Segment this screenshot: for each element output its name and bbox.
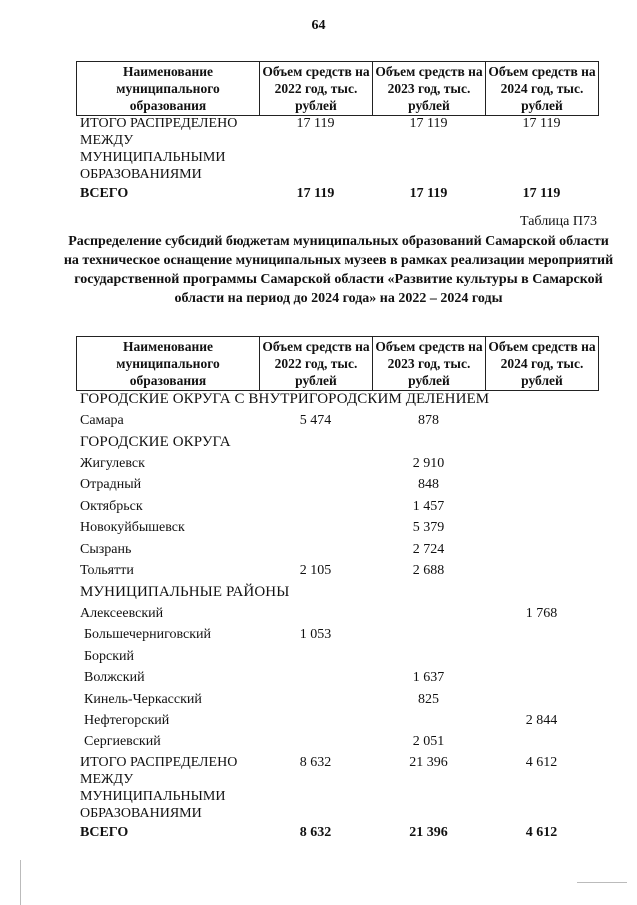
table1-header [76,61,599,116]
table-row [80,453,598,474]
row-name: Октябрьск [80,499,143,514]
table-row [80,474,598,495]
row-name: Жигулевск [80,456,145,471]
row-name: Самара [80,413,124,428]
row-2023: 2 724 [412,542,445,557]
row-name: Тольятти [80,563,134,578]
page-number: 64 [311,18,326,33]
table2-header [76,336,599,391]
table2-grand-2022: 8 632 [299,825,332,840]
row-2023: 5 379 [412,520,445,535]
row-2023: 878 [418,413,439,428]
table-row [80,560,598,581]
table-row [80,410,598,431]
scan-margin-line [20,860,21,905]
table1-grand-2024: 17 119 [522,186,561,201]
header-2022: Объем средств на 2022 год, тыс. рублей [260,62,373,116]
section-label: МУНИЦИПАЛЬНЫЕ РАЙОНЫ [80,584,290,600]
table2-caption: Таблица П73 [520,214,597,229]
row-name: Борский [84,649,135,664]
row-name: Отрадный [80,477,142,492]
scan-corner-line [577,882,627,883]
section-label: ГОРОДСКИЕ ОКРУГА [80,434,231,450]
row-2023: 2 688 [412,563,445,578]
table1-grand-2023: 17 119 [409,186,448,201]
table-row [80,731,598,752]
table-row [80,603,598,624]
table-row [80,496,598,517]
header-2023: Объем средств на 2023 год, тыс. рублей [373,62,486,116]
row-name: Сызрань [80,542,132,557]
row-2024: 1 768 [525,606,558,621]
row-name: Новокуйбышевск [80,520,185,535]
header-name: Наименование муниципального образования [77,337,260,391]
table2-grand-row [80,822,598,843]
row-2022: 1 053 [299,627,332,642]
header-2023: Объем средств на 2023 год, тыс. рублей [373,337,486,391]
table2-total-2022: 8 632 [299,755,332,770]
row-2023: 825 [418,692,439,707]
table1-grand-row [80,183,598,204]
table1-total-2022: 17 119 [296,116,335,131]
row-2023: 2 051 [412,734,445,749]
row-2023: 2 910 [412,456,445,471]
row-2022: 5 474 [299,413,332,428]
row-2022: 2 105 [299,563,332,578]
row-2023: 1 637 [412,670,445,685]
table1-total-label: ИТОГО РАСПРЕДЕЛЕНО МЕЖДУ МУНИЦИПАЛЬНЫМИ ОБРАЗОВАНИЯМИ [80,116,238,182]
table1-grand-2022: 17 119 [296,186,335,201]
table1-grand-label: ВСЕГО [80,186,129,201]
header-2022: Объем средств на 2022 год, тыс. рублей [260,337,373,391]
header-2024: Объем средств на 2024 год, тыс. рублей [486,62,599,116]
header-2024: Объем средств на 2024 год, тыс. рублей [486,337,599,391]
row-name: Нефтегорский [84,713,170,728]
row-name: Сергиевский [84,734,161,749]
table2-total-label: ИТОГО РАСПРЕДЕЛЕНО МЕЖДУ МУНИЦИПАЛЬНЫМИ ОБРАЗОВАНИЯМИ [80,755,238,821]
table-row [80,689,598,710]
table-row [80,517,598,538]
table2-title: Распределение субсидий бюджетам муниципальных образований Самарской области на техническое оснащение муниципальных музеев в рамках реализации мероприятий государственной программы Самарской области «Развитие культуры в Самарской области на период до 2024 года» на 2022 – 2024 годы [63,234,614,306]
table2-total-2024: 4 612 [525,755,558,770]
table-row [80,667,598,688]
row-2023: 1 457 [412,499,445,514]
row-name: Большечерниговский [84,627,212,642]
table2-grand-label: ВСЕГО [80,825,129,840]
table-row [80,624,598,645]
row-2023: 848 [418,477,439,492]
section-row [80,389,598,410]
table1-total-2024: 17 119 [522,116,561,131]
table1-total-2023: 17 119 [409,116,448,131]
row-name: Кинель-Черкасский [84,692,202,707]
table-row [80,710,598,731]
section-row [80,432,598,453]
table-row [80,646,598,667]
table2-total-row [80,754,598,824]
section-label: ГОРОДСКИЕ ОКРУГА С ВНУТРИГОРОДСКИМ ДЕЛЕНИЕМ [80,391,490,407]
header-name: Наименование муниципального образования [77,62,260,116]
table2-grand-2024: 4 612 [525,825,558,840]
table2-total-2023: 21 396 [409,755,448,770]
row-name: Алексеевский [80,606,164,621]
row-2024: 2 844 [525,713,558,728]
table1-total-row [80,115,598,185]
row-name: Волжский [84,670,145,685]
table2-grand-2023: 21 396 [409,825,448,840]
table-row [80,539,598,560]
section-row [80,582,598,603]
